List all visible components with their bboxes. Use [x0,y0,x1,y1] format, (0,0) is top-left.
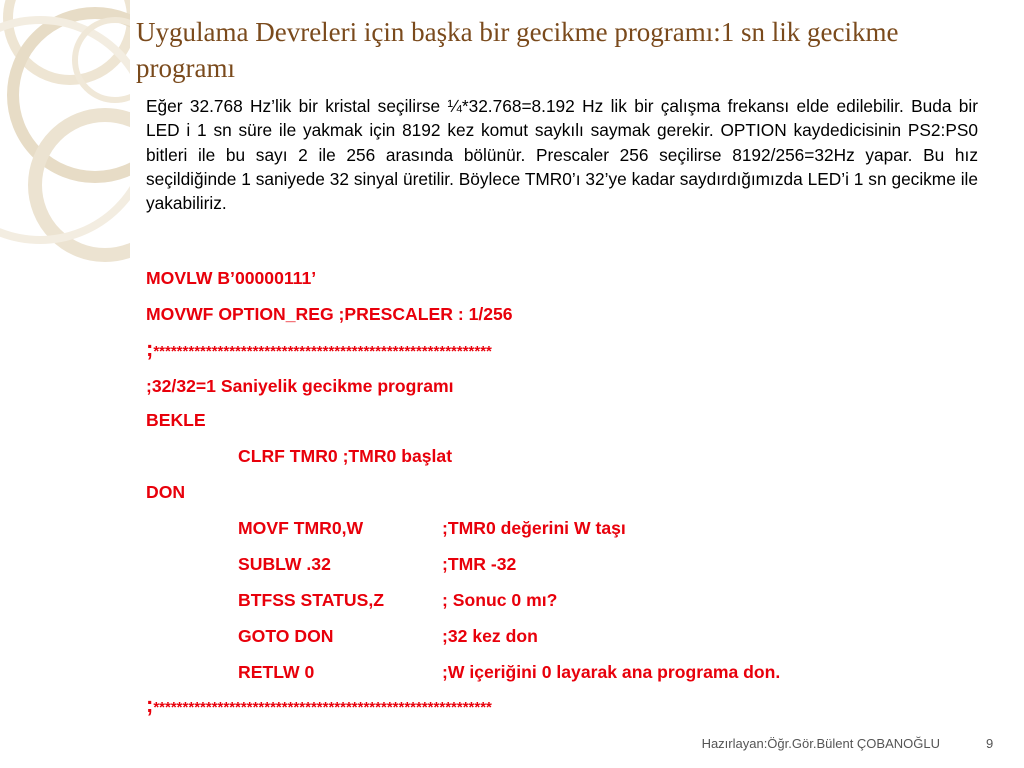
code-comment: ;TMR0 değerini W taşı [442,518,626,538]
code-comment: ; Sonuc 0 mı? [442,590,558,610]
code-instruction: RETLW 0 [238,662,315,682]
code-instruction: GOTO DON [238,626,334,646]
decorative-circles [0,0,130,768]
separator-semicolon: ; [146,692,154,717]
code-line-clrf: CLRF TMR0 ;TMR0 başlat [238,446,453,466]
page-number: 9 [986,736,994,751]
footer-author: Hazırlayan:Öğr.Gör.Bülent ÇOBANOĞLU [701,736,940,751]
slide-paragraph: Eğer 32.768 Hz’lik bir kristal seçilirse ¼*32.768=8.192 Hz lik bir çalışma frekansı elde edilebilir. Buda bir LED i 1 sn süre ile yakmak için 8192 kez komut saykılı saymak gerekir. OPTION kaydedicisinin PS2:PS0 bitleri ile bu sayı 2 ile 256 arasında bölünür. Prescaler 256 seçilirse 8192/256=32Hz yapar. Bu hız seçildiğinde 1 saniyede 32 sinyal üretilir. Böylece TMR0’ı 32’ye kadar saydırdığımızda LED’i 1 sn gecikme ile yakabiliriz. [146,96,978,214]
code-comment: ;TMR -32 [442,554,517,574]
code-line-movlw: MOVLW B’00000111’ [146,268,317,288]
separator-stars: ********************************************************** [153,699,492,716]
code-instruction: BTFSS STATUS,Z [238,590,384,610]
code-line-comment-title: ;32/32=1 Saniyelik gecikme programı [146,376,454,396]
slide-title: Uygulama Devreleri için başka bir gecikme programı:1 sn lik gecikme programı [136,17,899,83]
separator-line-top [146,336,492,362]
code-instruction: SUBLW .32 [238,554,331,574]
code-label-bekle: BEKLE [146,410,206,430]
code-line-movwf: MOVWF OPTION_REG ;PRESCALER : 1/256 [146,304,513,324]
separator-stars: ********************************************************** [153,343,492,360]
code-comment: ;W içeriğini 0 layarak ana programa don. [442,662,781,682]
separator-line-bottom [146,692,492,718]
code-label-don: DON [146,482,186,502]
separator-semicolon: ; [146,336,154,361]
code-instruction: MOVF TMR0,W [238,518,364,538]
code-comment: ;32 kez don [442,626,538,646]
